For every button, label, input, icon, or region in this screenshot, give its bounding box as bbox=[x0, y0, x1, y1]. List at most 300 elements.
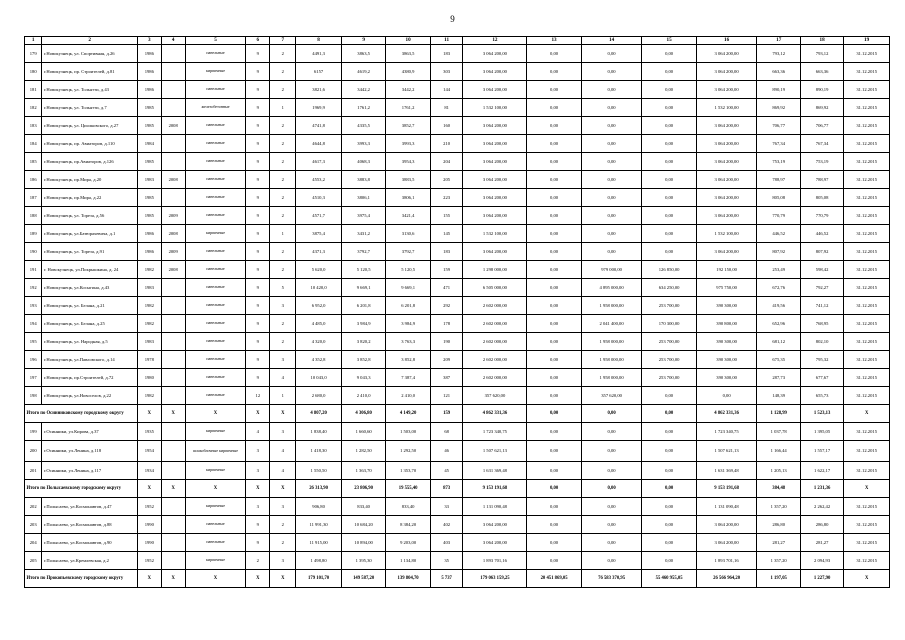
table-cell: X bbox=[161, 405, 185, 423]
table-cell: 793,12 bbox=[800, 45, 843, 63]
table-cell bbox=[161, 315, 185, 333]
table-cell: 706,77 bbox=[800, 117, 843, 135]
table-cell: 1 bbox=[270, 387, 296, 405]
table-cell: железобетонные bbox=[185, 99, 246, 117]
table-row bbox=[25, 369, 890, 387]
table-cell: 31.12.2015 bbox=[844, 135, 890, 153]
table-cell: 0,00 bbox=[527, 516, 581, 534]
table-cell: 3 bbox=[246, 441, 270, 462]
table-cell: 6 505 000,00 bbox=[463, 279, 527, 297]
table-cell: 663,36 bbox=[757, 63, 800, 81]
table-cell: 9 bbox=[246, 297, 270, 315]
column-header: 6 bbox=[246, 37, 270, 45]
table-cell: 6157 bbox=[296, 63, 342, 81]
table-cell: 4 352,8 bbox=[296, 351, 342, 369]
table-cell: 1 363,70 bbox=[341, 462, 385, 480]
table-cell: 1982 bbox=[137, 387, 161, 405]
table-cell: 3993,3 bbox=[386, 135, 430, 153]
table-cell: г.Новокузнецк, ул. Народная, д.5 bbox=[42, 333, 138, 351]
table-cell: 0,00 bbox=[527, 243, 581, 261]
table-cell: 3 064 200,00 bbox=[463, 153, 527, 171]
column-header: 19 bbox=[844, 37, 890, 45]
table-cell: г.Новокузнецк, пр. Строителей, д.81 bbox=[42, 63, 138, 81]
table-cell: 144 bbox=[430, 81, 463, 99]
table-cell: 0,00 bbox=[581, 63, 642, 81]
table-cell: 2 bbox=[270, 153, 296, 171]
table-cell: 1 282,50 bbox=[341, 441, 385, 462]
table-cell: 4 bbox=[246, 423, 270, 441]
table-cell: 1 357,20 bbox=[757, 552, 800, 570]
table-cell: 148,39 bbox=[757, 387, 800, 405]
table-cell: 0,00 bbox=[642, 243, 696, 261]
table-cell: 190 bbox=[430, 333, 463, 351]
table-cell: 795,32 bbox=[800, 351, 843, 369]
table-cell: 1986 bbox=[137, 225, 161, 243]
table-cell: 9 bbox=[246, 516, 270, 534]
table-cell: 31.12.2015 bbox=[844, 45, 890, 63]
table-cell: 31.12.2015 bbox=[844, 279, 890, 297]
table-cell: 1 631 369,48 bbox=[696, 462, 757, 480]
table-cell: 1 498,80 bbox=[296, 552, 342, 570]
table-cell: 253 700,00 bbox=[642, 297, 696, 315]
table-cell: 0,00 bbox=[642, 99, 696, 117]
table-cell: 11 991,30 bbox=[296, 516, 342, 534]
table-cell: 3792,7 bbox=[386, 243, 430, 261]
table-cell: 1980 bbox=[137, 369, 161, 387]
table-cell: 191 bbox=[25, 261, 42, 279]
table-cell: 1 723 340,75 bbox=[463, 423, 527, 441]
table-cell: 0,00 bbox=[527, 534, 581, 552]
table-cell: 2 680,0 bbox=[296, 387, 342, 405]
table-cell: 2 602 000,00 bbox=[463, 333, 527, 351]
table-cell: 179 063 159,25 bbox=[463, 570, 527, 588]
table-cell: 5 120,5 bbox=[386, 261, 430, 279]
table-cell: кирпичные bbox=[185, 225, 246, 243]
table-cell: 0,00 bbox=[527, 297, 581, 315]
table-cell: 1 503,00 bbox=[386, 423, 430, 441]
table-cell: 187 bbox=[25, 189, 42, 207]
column-header: 8 bbox=[296, 37, 342, 45]
table-cell: 1 353,70 bbox=[386, 462, 430, 480]
table-cell: 287,73 bbox=[757, 369, 800, 387]
table-cell: 205 bbox=[430, 171, 463, 189]
table-cell: 0,00 bbox=[642, 480, 696, 498]
table-cell: 281,27 bbox=[800, 534, 843, 552]
table-cell: 31.12.2015 bbox=[844, 117, 890, 135]
table-cell: 183 bbox=[430, 243, 463, 261]
table-cell: 0,00 bbox=[581, 441, 642, 462]
table-cell: 4571,7 bbox=[296, 207, 342, 225]
table-cell: 26 313,90 bbox=[296, 480, 342, 498]
table-cell: 805,08 bbox=[757, 189, 800, 207]
table-cell: 3852,7 bbox=[386, 117, 430, 135]
table-cell: 1934 bbox=[137, 462, 161, 480]
table-cell: 5 120,5 bbox=[341, 261, 385, 279]
table-cell: 149 587,20 bbox=[341, 570, 385, 588]
table-cell: панельные bbox=[185, 135, 246, 153]
table-cell: панельные bbox=[185, 297, 246, 315]
table-cell: 1952 bbox=[137, 498, 161, 516]
table-cell: г.Новокузнецк, ул. Тольятти, д.7 bbox=[42, 99, 138, 117]
table-cell: 292 bbox=[430, 297, 463, 315]
table-cell: 179 101,70 bbox=[296, 570, 342, 588]
table-cell: г.Новокузнецк, пр. Авиаторов, д.110 bbox=[42, 135, 138, 153]
table-cell: 9 bbox=[246, 135, 270, 153]
table-cell: 193 bbox=[25, 297, 42, 315]
table-cell: г.Новокузнецк, пр.Строителей, д.72 bbox=[42, 369, 138, 387]
table-cell: 3975,4 bbox=[341, 207, 385, 225]
subtotal-label: Итого по Осинниковскому городскому округу bbox=[25, 405, 138, 423]
table-cell: 9 bbox=[246, 189, 270, 207]
table-cell: кирпичные bbox=[185, 462, 246, 480]
table-cell: 0,00 bbox=[642, 534, 696, 552]
table-cell: 31.12.2015 bbox=[844, 171, 890, 189]
table-cell: 0,00 bbox=[696, 387, 757, 405]
table-cell: 9 bbox=[246, 45, 270, 63]
table-cell: 634 250,00 bbox=[642, 279, 696, 297]
table-cell: 178 bbox=[430, 315, 463, 333]
table-cell bbox=[161, 552, 185, 570]
table-cell: 0,00 bbox=[642, 117, 696, 135]
table-cell: 3 064 200,00 bbox=[463, 81, 527, 99]
table-cell: 3 820,2 bbox=[341, 333, 385, 351]
table-cell: 2 bbox=[270, 243, 296, 261]
table-cell: 4 807,20 bbox=[296, 405, 342, 423]
table-cell: 180 bbox=[25, 63, 42, 81]
table-cell: 23 806,90 bbox=[341, 480, 385, 498]
table-cell bbox=[161, 462, 185, 480]
table-cell: панельные bbox=[185, 333, 246, 351]
table-cell: 8 384,20 bbox=[386, 516, 430, 534]
table-cell: 3 064 200,00 bbox=[463, 534, 527, 552]
table-cell: 0,00 bbox=[581, 189, 642, 207]
table-cell: 0,00 bbox=[527, 387, 581, 405]
table-cell: 0,00 bbox=[527, 441, 581, 462]
table-cell: 655,73 bbox=[800, 387, 843, 405]
table-cell: 3 064 200,00 bbox=[696, 135, 757, 153]
table-cell: 1 532 100,00 bbox=[463, 99, 527, 117]
table-cell: 0,00 bbox=[642, 462, 696, 480]
table-cell: 1990 bbox=[137, 534, 161, 552]
table-cell: 1952 bbox=[137, 552, 161, 570]
table-cell: 2 bbox=[270, 81, 296, 99]
table-cell: 1 231,36 bbox=[800, 480, 843, 498]
table-cell: 1 958 000,00 bbox=[581, 297, 642, 315]
table-cell: 9 bbox=[246, 333, 270, 351]
table-cell: 181 bbox=[25, 81, 42, 99]
table-cell: 1983 bbox=[137, 279, 161, 297]
table-cell: 281,27 bbox=[757, 534, 800, 552]
table-cell: 185 bbox=[25, 153, 42, 171]
table-cell: 55 460 955,05 bbox=[642, 570, 696, 588]
table-cell: 31.12.2015 bbox=[844, 423, 890, 441]
table-cell: 170 300,00 bbox=[642, 315, 696, 333]
table-cell: 2 602 000,00 bbox=[463, 351, 527, 369]
table-cell bbox=[161, 387, 185, 405]
table-cell: 1 622,17 bbox=[800, 462, 843, 480]
table-cell: 4068,3 bbox=[341, 153, 385, 171]
table-cell: 183 bbox=[430, 45, 463, 63]
table-cell: 204 bbox=[25, 534, 42, 552]
table-cell: 2 410,0 bbox=[341, 387, 385, 405]
table-cell: X bbox=[270, 480, 296, 498]
table-cell: 975 750,00 bbox=[696, 279, 757, 297]
table-cell: 1 893 701,16 bbox=[696, 552, 757, 570]
table-cell: 9 669,1 bbox=[386, 279, 430, 297]
table-cell: панельные bbox=[185, 45, 246, 63]
table-cell: 706,77 bbox=[757, 117, 800, 135]
table-cell: 0,00 bbox=[527, 171, 581, 189]
table-cell: 31.12.2015 bbox=[844, 261, 890, 279]
table-cell: 1 507 621,13 bbox=[696, 441, 757, 462]
table-cell: 770,79 bbox=[757, 207, 800, 225]
table-cell: 3806,1 bbox=[386, 189, 430, 207]
table-cell: 3 763,3 bbox=[386, 333, 430, 351]
table-cell: 3 064 200,00 bbox=[463, 63, 527, 81]
table-cell: 1986 bbox=[137, 81, 161, 99]
table-cell: 303 bbox=[430, 63, 463, 81]
table-cell: 1954 bbox=[137, 441, 161, 462]
table-cell: X bbox=[270, 405, 296, 423]
table-cell: 0,00 bbox=[642, 516, 696, 534]
table-cell: 1969,9 bbox=[296, 99, 342, 117]
table-cell: 188 bbox=[25, 207, 42, 225]
table-cell: 2 094,93 bbox=[800, 552, 843, 570]
table-cell: 788,97 bbox=[757, 171, 800, 189]
table-cell: 0,00 bbox=[581, 243, 642, 261]
table-cell: панельные bbox=[185, 315, 246, 333]
table-cell: 183 bbox=[25, 117, 42, 135]
table-cell: г.Новокузнецк, ул.Павловского, д.14 bbox=[42, 351, 138, 369]
table-cell: 0,00 bbox=[581, 480, 642, 498]
table-cell: 145 bbox=[430, 225, 463, 243]
table-cell: 390 300,00 bbox=[696, 369, 757, 387]
table-cell: 1 532 100,00 bbox=[696, 99, 757, 117]
table-cell: кирпичные bbox=[185, 63, 246, 81]
table-cell: 3 064 200,00 bbox=[463, 45, 527, 63]
table-cell bbox=[161, 153, 185, 171]
table-cell: X bbox=[270, 570, 296, 588]
table-cell: 0,00 bbox=[642, 81, 696, 99]
table-cell: 31.12.2015 bbox=[844, 462, 890, 480]
table-cell: 3863,5 bbox=[386, 45, 430, 63]
table-cell: 182 bbox=[25, 99, 42, 117]
table-cell: 204 bbox=[430, 153, 463, 171]
table-cell: г.Новокузнецк, ул. Тореза, д.91 bbox=[42, 243, 138, 261]
table-cell: 3875,4 bbox=[296, 225, 342, 243]
table-cell: 3 bbox=[270, 297, 296, 315]
table-cell: 402 bbox=[430, 516, 463, 534]
table-cell: 1 357,20 bbox=[757, 498, 800, 516]
table-cell: 253 700,00 bbox=[642, 369, 696, 387]
column-header: 10 bbox=[386, 37, 430, 45]
table-cell: 31.12.2015 bbox=[844, 351, 890, 369]
table-cell: 160 bbox=[430, 117, 463, 135]
table-cell: 195 bbox=[25, 333, 42, 351]
table-row bbox=[25, 462, 890, 480]
table-cell: г.Новокузнецк, ул. Тольятти, д.43 bbox=[42, 81, 138, 99]
table-cell: 1982 bbox=[137, 297, 161, 315]
table-cell: 873 bbox=[430, 480, 463, 498]
table-cell: 384,48 bbox=[757, 480, 800, 498]
table-cell: 4335,5 bbox=[341, 117, 385, 135]
table-cell: 192 150,00 bbox=[696, 261, 757, 279]
table-cell: 0,00 bbox=[527, 498, 581, 516]
table-cell: 31.12.2015 bbox=[844, 441, 890, 462]
table-cell bbox=[161, 516, 185, 534]
table-cell: 2 bbox=[270, 516, 296, 534]
subtotal-row bbox=[25, 570, 890, 588]
table-cell: 3 064 200,00 bbox=[463, 135, 527, 153]
table-cell: 20 451 869,05 bbox=[527, 570, 581, 588]
table-cell bbox=[161, 297, 185, 315]
table-cell: 3 064 200,00 bbox=[696, 117, 757, 135]
table-cell: г.Новокузнецк, ул.Косыгина, д.43 bbox=[42, 279, 138, 297]
table-cell: 3 852,8 bbox=[341, 351, 385, 369]
table-cell: 0,00 bbox=[581, 45, 642, 63]
table-cell: 0,00 bbox=[581, 117, 642, 135]
table-row bbox=[25, 261, 890, 279]
table-cell: 2 bbox=[270, 171, 296, 189]
table-cell: 2008 bbox=[161, 171, 185, 189]
table-cell: 1982 bbox=[137, 315, 161, 333]
table-cell: 1 893 701,16 bbox=[463, 552, 527, 570]
table-cell: 2 602 000,00 bbox=[463, 297, 527, 315]
table-cell: 3806,1 bbox=[341, 189, 385, 207]
table-row bbox=[25, 153, 890, 171]
table-row bbox=[25, 171, 890, 189]
table-cell: 0,00 bbox=[527, 99, 581, 117]
table-cell: 1 557,17 bbox=[800, 441, 843, 462]
table-cell: 4553,2 bbox=[296, 171, 342, 189]
subtotal-label: Итого по Прокопьевскому городскому округу bbox=[25, 570, 138, 588]
table-cell: 9 153 191,68 bbox=[463, 480, 527, 498]
table-row bbox=[25, 135, 890, 153]
housing-register-table bbox=[24, 36, 890, 588]
table-cell: 3821,6 bbox=[296, 81, 342, 99]
table-cell: 387 bbox=[430, 369, 463, 387]
table-cell: 3 064 200,00 bbox=[696, 153, 757, 171]
table-cell: г.Новокузнецк, ул.Новоселов, д.22 bbox=[42, 387, 138, 405]
table-row bbox=[25, 423, 890, 441]
table-cell: 2 bbox=[270, 189, 296, 207]
table-cell: 3 064 200,00 bbox=[696, 63, 757, 81]
table-cell: 2 bbox=[270, 135, 296, 153]
table-cell: 4617,3 bbox=[296, 153, 342, 171]
table-cell: 0,00 bbox=[642, 135, 696, 153]
table-cell: 1 550,50 bbox=[296, 462, 342, 480]
table-row bbox=[25, 207, 890, 225]
table-cell: панельные bbox=[185, 516, 246, 534]
table-cell: 0,00 bbox=[527, 135, 581, 153]
table-cell: 9 bbox=[246, 63, 270, 81]
table-row bbox=[25, 333, 890, 351]
table-cell: 3 bbox=[246, 498, 270, 516]
table-cell: 1 227,90 bbox=[800, 570, 843, 588]
table-row bbox=[25, 534, 890, 552]
table-cell: панельные bbox=[185, 189, 246, 207]
table-cell: 3 064 200,00 bbox=[696, 207, 757, 225]
table-cell: 9 bbox=[246, 81, 270, 99]
table-cell: 0,00 bbox=[527, 189, 581, 207]
table-cell: 1 bbox=[270, 225, 296, 243]
table-cell: 3 064 200,00 bbox=[696, 45, 757, 63]
table-cell: 126 850,00 bbox=[642, 261, 696, 279]
table-cell: 1 298 000,00 bbox=[463, 261, 527, 279]
table-cell: 4 895 000,00 bbox=[581, 279, 642, 297]
column-header: 7 bbox=[270, 37, 296, 45]
table-cell: 9 bbox=[246, 117, 270, 135]
column-header: 12 bbox=[463, 37, 527, 45]
table-cell: 1 037,78 bbox=[757, 423, 800, 441]
table-cell: 159 bbox=[430, 405, 463, 423]
table-cell: панельные bbox=[185, 171, 246, 189]
table-cell: 770,79 bbox=[800, 207, 843, 225]
table-cell: 159 bbox=[430, 261, 463, 279]
table-cell: X bbox=[844, 405, 890, 423]
table-cell: X bbox=[246, 570, 270, 588]
table-cell: 209 bbox=[430, 351, 463, 369]
table-cell: 0,00 bbox=[642, 498, 696, 516]
table-cell: X bbox=[161, 570, 185, 588]
table-cell: 155 bbox=[430, 207, 463, 225]
table-cell: 767,34 bbox=[800, 135, 843, 153]
table-cell: 3 bbox=[270, 498, 296, 516]
table-cell: 0,00 bbox=[581, 207, 642, 225]
table-cell: 788,97 bbox=[800, 171, 843, 189]
table-cell: 0,00 bbox=[527, 63, 581, 81]
table-cell: 1 131 090,48 bbox=[463, 498, 527, 516]
table-cell: 4741,8 bbox=[296, 117, 342, 135]
table-cell: 833,40 bbox=[341, 498, 385, 516]
table-cell: 179 bbox=[25, 45, 42, 63]
column-header: 14 bbox=[581, 37, 642, 45]
table-cell: 3883,8 bbox=[341, 171, 385, 189]
table-cell: 9 bbox=[246, 279, 270, 297]
table-cell: 3 bbox=[270, 423, 296, 441]
table-cell: 4371,3 bbox=[296, 243, 342, 261]
table-cell: 0,00 bbox=[527, 552, 581, 570]
table-cell: г.Новокузнецк, ул.Батюрахевича, д.1 bbox=[42, 225, 138, 243]
table-cell: 4 bbox=[270, 441, 296, 462]
table-cell: 1 660,60 bbox=[341, 423, 385, 441]
table-cell: 3 064 200,00 bbox=[696, 189, 757, 207]
table-cell: 76 583 370,95 bbox=[581, 570, 642, 588]
table-cell: 906,80 bbox=[296, 498, 342, 516]
table-cell: г.Новокузнецк, пр.Авиаторов, д.126 bbox=[42, 153, 138, 171]
table-cell: 675,35 bbox=[757, 351, 800, 369]
table-cell: 357 620,00 bbox=[463, 387, 527, 405]
table-cell: 9 bbox=[246, 369, 270, 387]
table-cell: г.Новокузнецк, пр.Мира, д.20 bbox=[42, 171, 138, 189]
table-cell: 802,10 bbox=[800, 333, 843, 351]
table-cell bbox=[161, 279, 185, 297]
table-cell: 598,42 bbox=[800, 261, 843, 279]
table-cell: 202 bbox=[25, 498, 42, 516]
table-cell bbox=[161, 351, 185, 369]
table-cell: 3431,2 bbox=[341, 225, 385, 243]
table-cell: 3130,6 bbox=[386, 225, 430, 243]
table-cell: 403 bbox=[430, 534, 463, 552]
table-cell: 0,00 bbox=[581, 171, 642, 189]
table-cell: 139 804,70 bbox=[386, 570, 430, 588]
table-cell: 1978 bbox=[137, 351, 161, 369]
table-cell: 890,19 bbox=[800, 81, 843, 99]
table-cell: 286,80 bbox=[800, 516, 843, 534]
table-cell: кирпичные bbox=[185, 498, 246, 516]
table-cell: г.Осинники, ул.Ленина, д.117 bbox=[42, 462, 138, 480]
table-cell: 805,08 bbox=[800, 189, 843, 207]
